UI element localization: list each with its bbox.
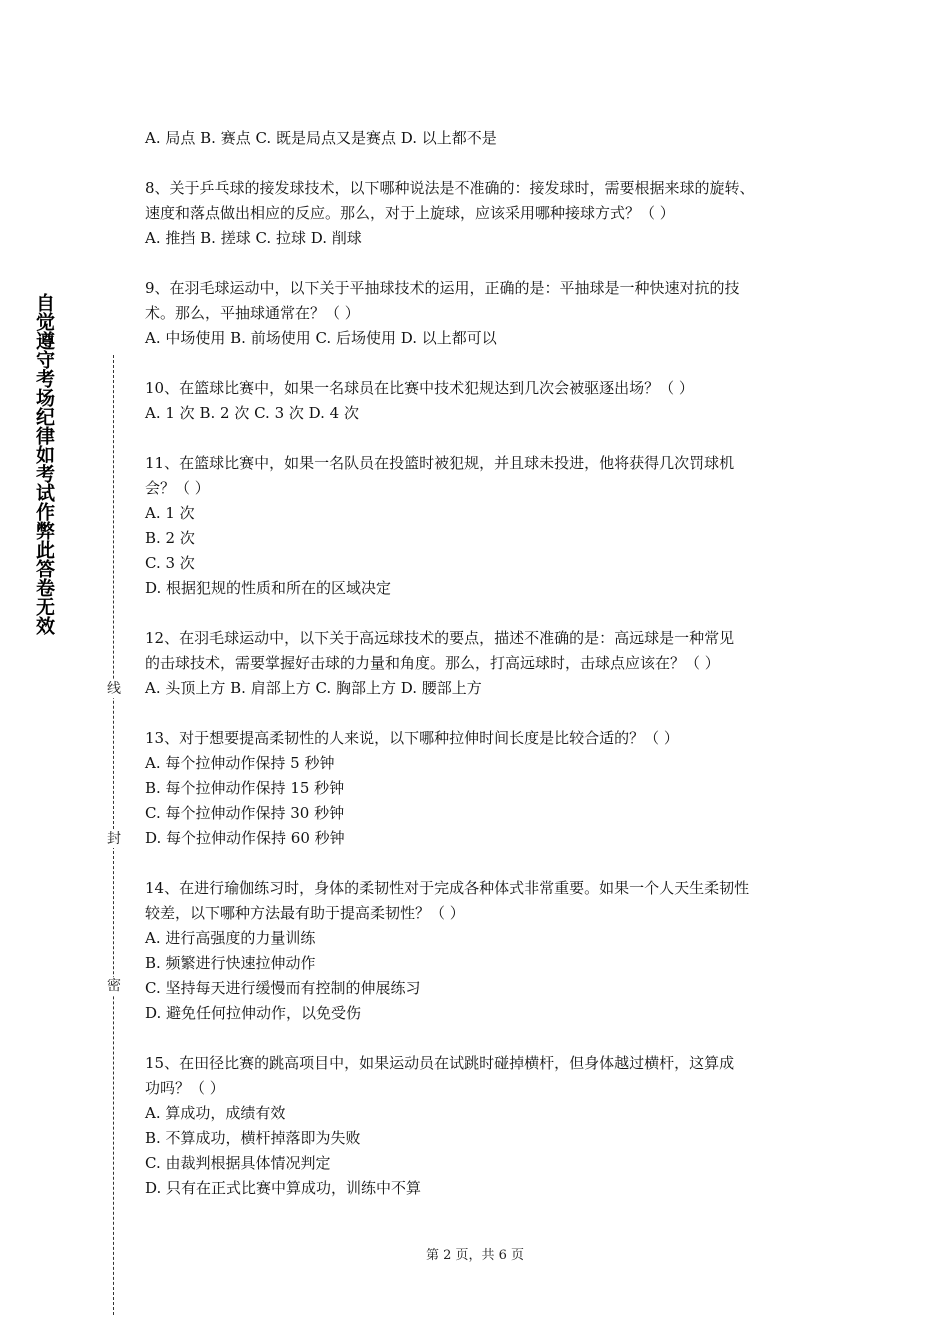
question-item: [145, 176, 825, 251]
question-stem-line: 较差，以下哪种方法最有助于提高柔韧性？（ ）: [145, 904, 465, 922]
option-line: A. 推挡 B. 搓球 C. 拉球 D. 削球: [145, 229, 362, 247]
question-item: [145, 376, 825, 426]
question-item: [145, 726, 825, 851]
question-stem-line: 术。那么，平抽球通常在？（ ）: [145, 304, 360, 322]
question-item: [145, 1051, 825, 1201]
option-line: C. 由裁判根据具体情况判定: [145, 1154, 331, 1172]
question-item: [145, 276, 825, 351]
option-line: A. 算成功，成绩有效: [145, 1104, 286, 1122]
option-line: D. 只有在正式比赛中算成功，训练中不算: [145, 1179, 422, 1197]
question-stem-line: 会？（ ）: [145, 479, 210, 497]
question-item: [145, 451, 825, 601]
binding-label-seal: 封: [107, 831, 121, 847]
option-line: A. 局点 B. 赛点 C. 既是局点又是赛点 D. 以上都不是: [145, 129, 497, 147]
option-line: B. 频繁进行快速拉伸动作: [145, 954, 316, 972]
option-line: B. 不算成功，横杆掉落即为失败: [145, 1129, 361, 1147]
option-line: C. 坚持每天进行缓慢而有控制的伸展练习: [145, 979, 421, 997]
option-line: A. 进行高强度的力量训练: [145, 929, 316, 947]
option-line: C. 3 次: [145, 554, 195, 572]
binding-label-secret: 密: [107, 978, 121, 994]
page-footer: 第 2 页，共 6 页: [425, 1248, 525, 1263]
option-line: A. 1 次: [145, 504, 195, 522]
option-line: A. 中场使用 B. 前场使用 C. 后场使用 D. 以上都可以: [145, 329, 497, 347]
question-stem-line: 15、在田径比赛的跳高项目中，如果运动员在试跳时碰掉横杆，但身体越过横杆，这算成: [145, 1054, 735, 1072]
question-stem-line: 10、在篮球比赛中，如果一名球员在比赛中技术犯规达到几次会被驱逐出场？（ ）: [145, 379, 694, 397]
option-line: A. 头顶上方 B. 肩部上方 C. 胸部上方 D. 腰部上方: [145, 679, 482, 697]
option-line: B. 2 次: [145, 529, 195, 547]
option-line: B. 每个拉伸动作保持 15 秒钟: [145, 779, 345, 797]
question-stem-line: 11、在篮球比赛中，如果一名队员在投篮时被犯规，并且球未投进，他将获得几次罚球机: [145, 454, 735, 472]
question-stem-line: 14、在进行瑜伽练习时，身体的柔韧性对于完成各种体式非常重要。如果一个人天生柔韧性: [145, 879, 750, 897]
question-stem-line: 速度和落点做出相应的反应。那么，对于上旋球，应该采用哪种接球方式？（ ）: [145, 204, 675, 222]
question-list: [145, 126, 825, 1201]
question-item: [145, 626, 825, 701]
exam-discipline-notice: 自觉遵守考场纪律如考试作弊此答卷无效: [33, 293, 55, 635]
question-7-options: [145, 126, 825, 151]
question-stem-line: 9、在羽毛球运动中，以下关于平抽球技术的运用，正确的是：平抽球是一种快速对抗的技: [145, 279, 740, 297]
question-stem-line: 功吗？（ ）: [145, 1079, 225, 1097]
question-stem-line: 13、对于想要提高柔韧性的人来说，以下哪种拉伸时间长度是比较合适的？（ ）: [145, 729, 679, 747]
option-line: A. 每个拉伸动作保持 5 秒钟: [145, 754, 335, 772]
question-stem-line: 8、关于乒乓球的接发球技术，以下哪种说法是不准确的：接发球时，需要根据来球的旋转、: [145, 179, 755, 197]
option-line: D. 每个拉伸动作保持 60 秒钟: [145, 829, 345, 847]
question-item: [145, 876, 825, 1026]
question-stem-line: 的击球技术，需要掌握好击球的力量和角度。那么，打高远球时，击球点应该在？（ ）: [145, 654, 720, 672]
option-line: A. 1 次 B. 2 次 C. 3 次 D. 4 次: [145, 404, 359, 422]
option-line: D. 根据犯规的性质和所在的区域决定: [145, 579, 392, 597]
binding-label-line: 线: [107, 681, 121, 697]
option-line: C. 每个拉伸动作保持 30 秒钟: [145, 804, 345, 822]
option-line: D. 避免任何拉伸动作，以免受伤: [145, 1004, 362, 1022]
question-stem-line: 12、在羽毛球运动中，以下关于高远球技术的要点，描述不准确的是：高远球是一种常见: [145, 629, 735, 647]
